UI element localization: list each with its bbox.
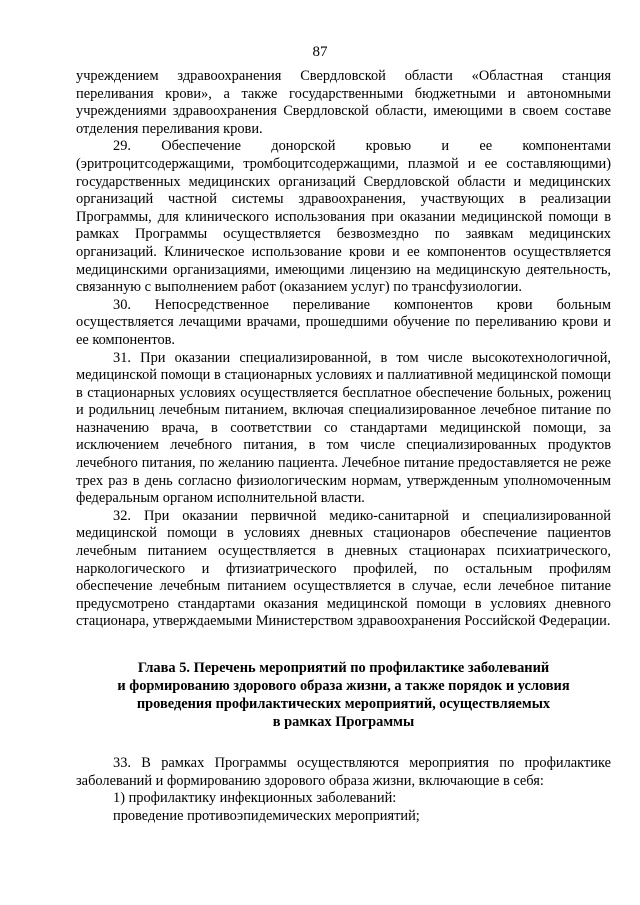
list-item-1: 1) профилактику инфекционных заболеваний: [113, 790, 397, 807]
paragraph-32: 32. При оказании первичной медико-санитарной и специализированной медицинской помощи в условиях дневных стационаров обеспечение пациентов лечебным питанием осуществляется в дневных стационарах психиатрического, наркологического и фтизиатрического профилей, по остальным профилям обеспечение лечебным питанием осуществляется в случае, если лечебное питание предусмотрено стандартами оказания медицинской помощи в условиях дневного стационара, утверждаемыми Министерством здравоохранения Российской Федерации. [76, 507, 611, 630]
page-number: 87 [312, 44, 328, 60]
chapter-5-heading [76, 659, 611, 731]
document-body [76, 68, 611, 825]
chapter-heading-line: Глава 5. Перечень мероприятий по профилактике заболеваний [137, 660, 550, 676]
chapter-heading-line: в рамках Программы [272, 714, 415, 730]
list-subitem: проведение противоэпидемических мероприятий; [113, 807, 420, 824]
chapter-heading-line: проведения профилактических мероприятий, осуществляемых [136, 696, 551, 712]
paragraph-31: 31. При оказании специализированной, в том числе высокотехнологичной, медицинской помощи в стационарных условиях и паллиативной медицинской помощи в стационарных условиях осуществляется бесплатное обеспечение больных, рожениц и родильниц лечебным питанием, включая специализированное лечебное питание по назначению врача, в соответствии со стандартами медицинской помощи, за исключением лечебного питания, в том числе специализированных продуктов лечебного питания, по желанию пациента. Лечебное питание предоставляется не реже трех раз в день согласно физиологическим нормам, утвержденным уполномоченным федеральным органом исполнительной власти. [76, 349, 611, 507]
paragraph-29: 29. Обеспечение донорской кровью и ее компонентами (эритроцитсодержащими, тромбоцитсодержащими, плазмой и ее составляющими) государственных медицинских организаций Свердловской области и медицинских организаций частной системы здравоохранения, участвующих в реализации Программы, для клинического использования при оказании медицинской помощи в рамках Программы осуществляется безвозмездно по заявкам медицинских организаций. Клиническое использование крови и ее компонентов осуществляется медицинскими организациями, имеющими лицензию на медицинскую деятельность, связанную с выполнением работ (оказанием услуг) по трансфузиологии. [76, 138, 611, 296]
paragraph-33: 33. В рамках Программы осуществляются мероприятия по профилактике заболеваний и формированию здорового образа жизни, включающие в себя: [76, 755, 611, 789]
chapter-heading-line: и формированию здорового образа жизни, а также порядок и условия [117, 678, 570, 694]
paragraph-30: 30. Непосредственное переливание компонентов крови больным осуществляется лечащими врачами, прошедшими обучение по переливанию крови и ее компонентов. [76, 296, 611, 348]
paragraph-continuation: учреждением здравоохранения Свердловской области «Областная станция переливания крови», а также государственными бюджетными и автономными учреждениями здравоохранения Свердловской области, имеющими в своем составе отделения переливания крови. [76, 68, 611, 137]
